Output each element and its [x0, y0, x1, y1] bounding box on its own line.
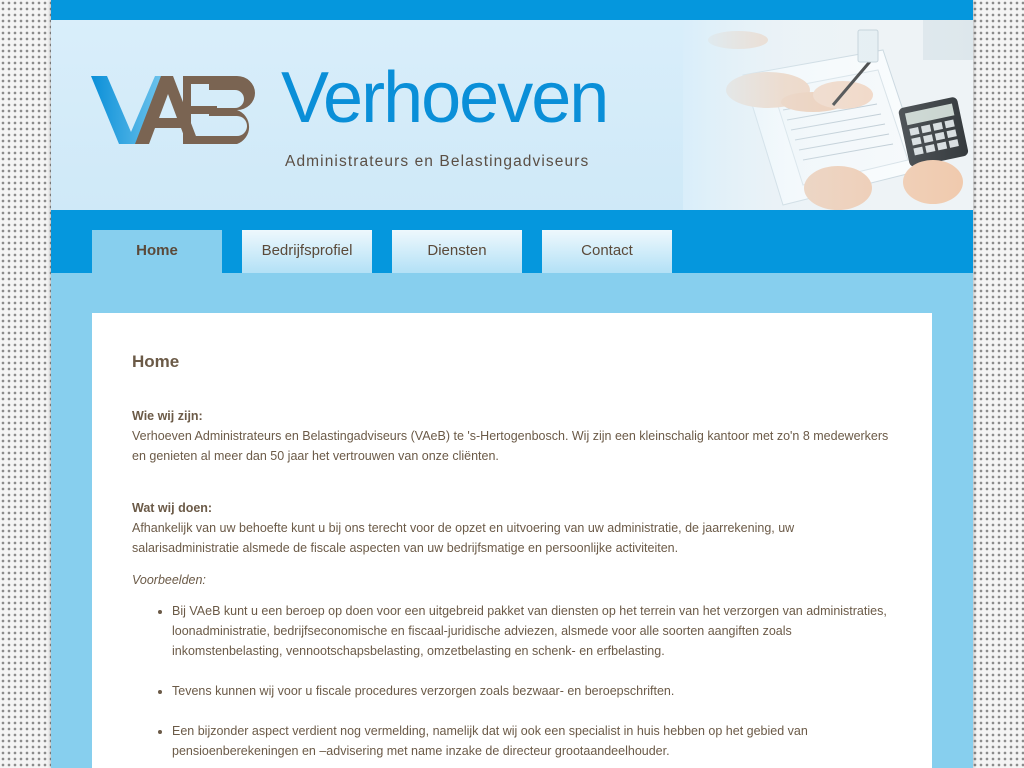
list-item: • Bij VAeB kunt u een beroep op doen voor een uitgebreid pakket van diensten op het terrein van het verzorgen van administraties, loonadministratie, bedrijfseconomische en fiscaal-juridische adviezen, alsmede voor alle soorten aangiften zoals inkomstenbelasting, vennootschapsbelasting, omzetbelasting en schenk- en erfbelasting. — [172, 601, 892, 661]
examples-label: Voorbeelden: — [132, 573, 206, 587]
nav-tab-home[interactable]: Home — [92, 230, 222, 273]
page-overlay — [51, 0, 973, 768]
section-text-who: Verhoeven Administrateurs en Belastingadviseurs (VAeB) te 's-Hertogenbosch. Wij zijn een kleinschalig kantoor met zo'n 8 medewerkers en genieten al meer dan 50 jaar het vertrouwen van onze cliënten. — [132, 429, 889, 463]
nav-tab-bedrijfsprofiel[interactable]: Bedrijfsprofiel — [242, 230, 372, 273]
list-item: • Tevens kunnen wij voor u fiscale procedures verzorgen zoals bezwaar- en beroepschriften. — [172, 681, 892, 701]
brand-name: Verhoeven — [281, 58, 608, 138]
spacer — [132, 558, 892, 570]
examples-list — [132, 601, 892, 761]
nav-tab-contact[interactable]: Contact — [542, 230, 672, 273]
list-item: • Een bijzonder aspect verdient nog vermelding, namelijk dat wij ook een specialist in huis hebben op het gebied van pensioenberekeningen en –advisering met name inzake de directeur grootaandeelhouder. — [172, 721, 892, 761]
nav-tab-diensten[interactable]: Diensten — [392, 230, 522, 273]
brand-tagline: Administrateurs en Belastingadviseurs — [285, 153, 590, 170]
content-body — [132, 350, 892, 768]
section-heading-who: Wie wij zijn: — [132, 409, 203, 423]
spacer — [132, 466, 892, 498]
section-text-what: Afhankelijk van uw behoefte kunt u bij ons terecht voor de opzet en uitvoering van uw administratie, de jaarrekening, uw salarisadministratie alsmede de fiscale aspecten van uw bedrijfsmatige en persoonlijke activiteiten. — [132, 521, 795, 555]
main-content — [92, 313, 932, 768]
page-title: Home — [132, 352, 180, 371]
section-heading-what: Wat wij doen: — [132, 501, 213, 515]
